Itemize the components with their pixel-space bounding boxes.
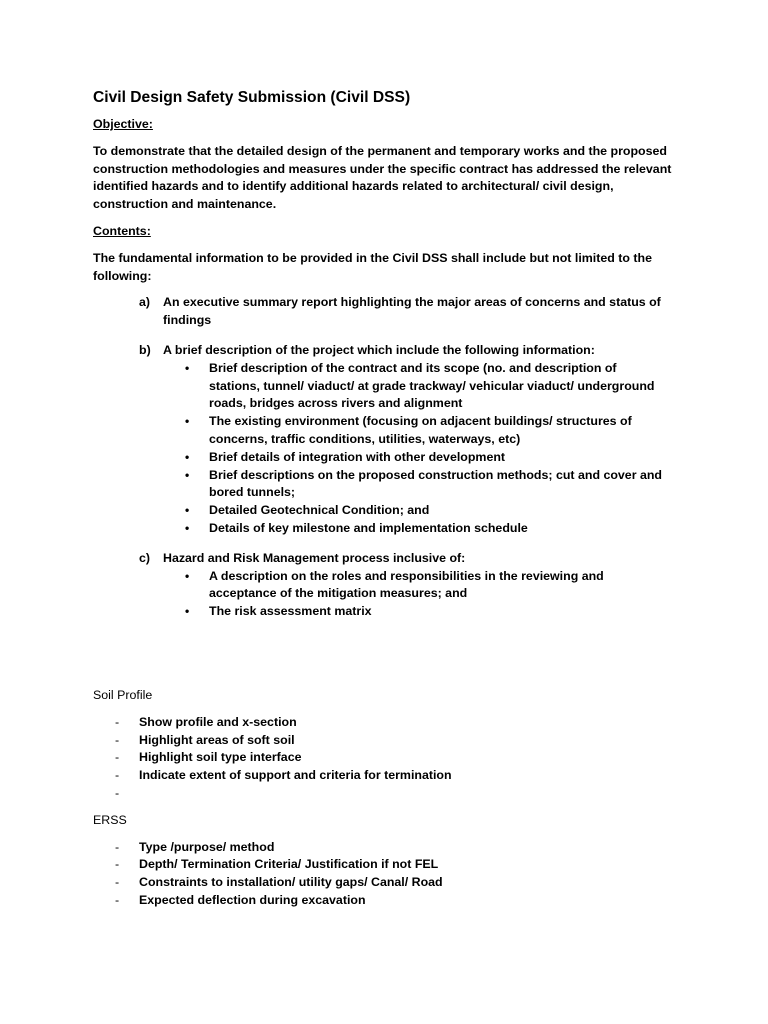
list-item [93, 714, 708, 732]
list-item [93, 767, 708, 785]
soil-profile-heading: Soil Profile [93, 687, 153, 702]
list-item [93, 467, 669, 503]
dash-icon: - [115, 875, 120, 890]
dash-text: Type /purpose/ method [139, 839, 275, 854]
bullet-icon: • [185, 360, 190, 375]
erss-list [93, 839, 708, 910]
bullet-icon: • [185, 604, 190, 619]
bullet-text: Brief descriptions on the proposed construction methods; cut and cover and bored tunnels; [209, 467, 662, 500]
contents-heading: Contents: [93, 223, 151, 238]
list-item [93, 785, 708, 803]
list-item [93, 413, 669, 449]
contents-intro: The fundamental information to be provided in the Civil DSS shall include but not limited to the following: [93, 250, 652, 283]
list-item [93, 732, 708, 750]
dash-icon: - [115, 892, 120, 907]
spacer [93, 633, 708, 687]
item-c-bullet-list [93, 568, 708, 621]
bullet-text: Detailed Geotechnical Condition; and [209, 503, 430, 518]
list-item [93, 749, 708, 767]
list-item [93, 892, 708, 910]
objective-text: To demonstrate that the detailed design of the permanent and temporary works and the proposed construction methodologies and measures under the specific contract has addressed the relevant identified hazards and to identify additional hazards related to architectural/ civil design, construction and maintenance. [93, 143, 672, 212]
dash-icon: - [115, 714, 120, 729]
dash-text: Expected deflection during excavation [139, 892, 366, 907]
item-letter: c) [139, 550, 151, 565]
item-letter: b) [139, 342, 151, 357]
item-b-bullet-list [93, 360, 708, 538]
bullet-text: The risk assessment matrix [209, 604, 372, 619]
contents-item-c [93, 550, 708, 621]
dash-icon: - [115, 750, 120, 765]
dash-icon: - [115, 857, 120, 872]
list-item [93, 839, 708, 857]
bullet-text: Brief details of integration with other development [209, 449, 506, 464]
list-item [93, 603, 669, 621]
list-item [93, 568, 669, 604]
contents-item-c-line [93, 550, 673, 568]
bullet-text: Details of key milestone and implementation schedule [209, 520, 528, 535]
list-item [93, 502, 669, 520]
dash-text: Highlight soil type interface [139, 750, 302, 765]
erss-heading: ERSS [93, 812, 127, 827]
soil-profile-list [93, 714, 708, 803]
bullet-icon: • [185, 503, 190, 518]
bullet-icon: • [185, 467, 190, 482]
dash-text: Depth/ Termination Criteria/ Justification if not FEL [139, 857, 439, 872]
contents-item-a [93, 294, 708, 330]
list-item [93, 449, 669, 467]
objective-heading: Objective: [93, 117, 153, 131]
item-text: Hazard and Risk Management process inclusive of: [163, 550, 466, 565]
bullet-icon: • [185, 414, 190, 429]
bullet-icon: • [185, 520, 190, 535]
dash-icon: - [115, 732, 120, 747]
dash-icon: - [115, 768, 120, 783]
item-letter: a) [139, 295, 151, 310]
document-title: Civil Design Safety Submission (Civil DSS) [93, 89, 411, 106]
bullet-text: Brief description of the contract and its scope (no. and description of stations, tunnel/ viaduct/ at grade trackway/ vehicular viaduct/ underground roads, bridges across rivers and alignment [209, 360, 655, 411]
bullet-text: The existing environment (focusing on adjacent buildings/ structures of concerns, traffic conditions, utilities, waterways, etc) [209, 414, 632, 446]
contents-item-b [93, 342, 708, 538]
item-text: A brief description of the project which include the following information: [163, 342, 595, 357]
dash-text: Constraints to installation/ utility gaps/ Canal/ Road [139, 875, 443, 890]
bullet-icon: • [185, 568, 190, 583]
contents-item-b-line [93, 342, 673, 360]
item-text: An executive summary report highlighting the major areas of concerns and status of findings [163, 295, 661, 328]
dash-icon: - [115, 785, 120, 800]
list-item [93, 360, 669, 413]
list-item [93, 856, 708, 874]
dash-text: Show profile and x-section [139, 714, 297, 729]
bullet-text: A description on the roles and responsibilities in the reviewing and acceptance of the mitigation measures; and [209, 568, 604, 601]
contents-item-a-line [93, 294, 673, 330]
list-item [93, 520, 669, 538]
dash-icon: - [115, 839, 120, 854]
bullet-icon: • [185, 449, 190, 464]
dash-text: Indicate extent of support and criteria for termination [139, 768, 452, 783]
list-item [93, 874, 708, 892]
dash-text: Highlight areas of soft soil [139, 732, 295, 747]
